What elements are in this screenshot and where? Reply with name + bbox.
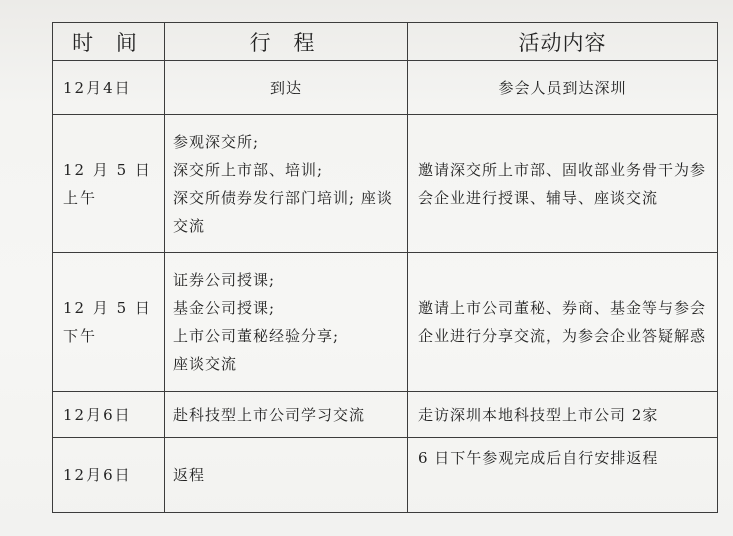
- cell-itinerary: 返程: [165, 438, 408, 513]
- header-itinerary: 行 程: [165, 23, 408, 61]
- header-activity: 活动内容: [408, 23, 718, 61]
- cell-time: 12月6日: [53, 438, 165, 513]
- header-time: 时 间: [53, 23, 165, 61]
- cell-time: 12月6日: [53, 392, 165, 438]
- cell-activity: 邀请上市公司董秘、券商、基金等与参会企业进行分享交流，为参会企业答疑解惑: [408, 253, 718, 392]
- cell-time: 12月4日: [53, 61, 165, 115]
- cell-itinerary: 到达: [165, 61, 408, 115]
- table-row: [53, 392, 718, 438]
- cell-activity: 参会人员到达深圳: [408, 61, 718, 115]
- cell-itinerary: 证券公司授课; 基金公司授课; 上市公司董秘经验分享; 座谈交流: [165, 253, 408, 392]
- table-header-row: [53, 23, 718, 61]
- cell-activity: 6 日下午参观完成后自行安排返程: [408, 438, 718, 513]
- schedule-table: [52, 22, 718, 513]
- cell-time: 12 月 5 日上午: [53, 115, 165, 253]
- table-row: [53, 115, 718, 253]
- cell-activity: 走访深圳本地科技型上市公司 2家: [408, 392, 718, 438]
- cell-itinerary: 赴科技型上市公司学习交流: [165, 392, 408, 438]
- cell-activity: 邀请深交所上市部、固收部业务骨干为参会企业进行授课、辅导、座谈交流: [408, 115, 718, 253]
- cell-time: 12 月 5 日下午: [53, 253, 165, 392]
- table-row: [53, 438, 718, 513]
- table-row: [53, 253, 718, 392]
- table-row: [53, 61, 718, 115]
- cell-itinerary: 参观深交所; 深交所上市部、培训; 深交所债券发行部门培训; 座谈交流: [165, 115, 408, 253]
